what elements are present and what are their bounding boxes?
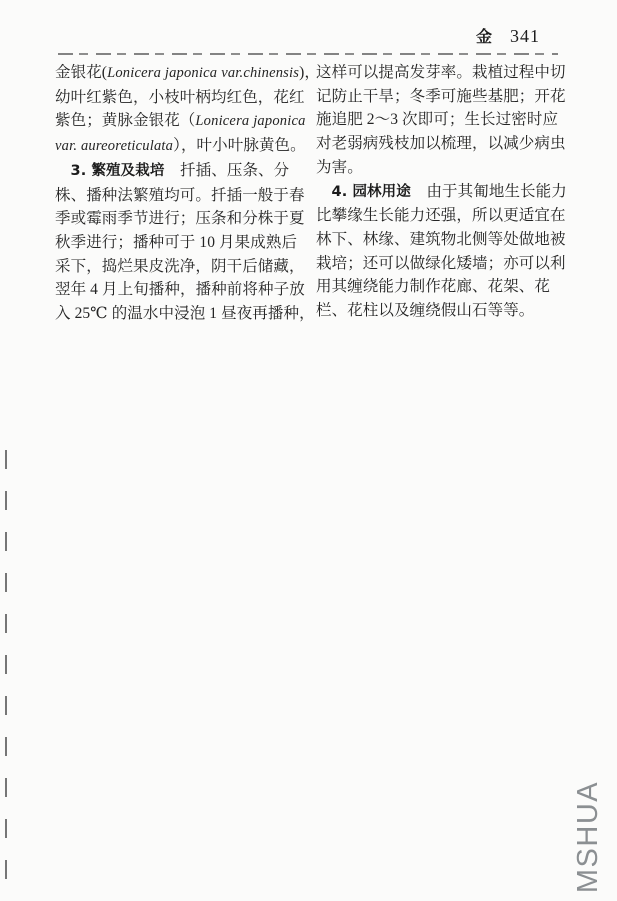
body-text: ），叶小叶脉黄色。 xyxy=(173,137,306,155)
body-text: 这样可以提高发芽率。栽植过程中切 xyxy=(316,64,566,81)
header-dashed-rule xyxy=(58,53,558,55)
latin-name-text: var. aureoreticulata xyxy=(55,138,174,155)
body-text: 施追肥 2～3 次即可；生长过密时应 xyxy=(316,111,559,129)
text-line xyxy=(55,255,308,279)
body-text: 秋季进行；播种可于 10 月果成熟后 xyxy=(55,233,298,251)
latin-name-text: Lonicera japonica xyxy=(195,113,306,130)
text-line xyxy=(316,180,569,205)
text-line xyxy=(55,302,315,326)
heading-text: 3. 繁殖及栽培 xyxy=(70,162,165,179)
text-line xyxy=(316,275,569,299)
text-line xyxy=(55,109,308,134)
text-line xyxy=(55,86,308,110)
body-text: 用其缠绕能力制作花廊、花架、花 xyxy=(316,278,551,296)
text-line xyxy=(55,134,308,159)
text-line xyxy=(55,231,308,255)
right-column xyxy=(316,61,569,326)
body-text: 对老弱病残枝加以梳理，以减少病虫 xyxy=(316,135,566,153)
text-line xyxy=(55,159,308,184)
page-header xyxy=(58,24,558,47)
latin-name-text: Lonicera japonica xyxy=(107,65,218,81)
body-text: 栏、花柱以及缠绕假山石等等。 xyxy=(316,302,535,320)
text-line xyxy=(55,278,308,302)
body-text: 入 25℃ 的温水中浸泡 1 昼夜再播种， xyxy=(55,305,315,323)
left-margin-dashed-rule xyxy=(5,450,7,901)
latin-name-text: var.chinensis xyxy=(221,65,300,81)
text-columns xyxy=(55,61,569,326)
body-text: 由于其匍地生长能力 xyxy=(410,182,567,200)
text-line xyxy=(316,228,569,252)
page-number: 341 xyxy=(510,26,540,46)
watermark-text: MSHUA xyxy=(572,780,604,894)
body-text: 比攀缘生长能力还强，所以更适宜在 xyxy=(316,207,566,225)
text-line xyxy=(316,156,569,180)
body-text: 幼叶红紫色，小枝叶柄均红色，花红 xyxy=(55,88,305,106)
body-text: 林下、林缘、建筑物北侧等处做地被 xyxy=(316,230,566,248)
body-text: 季或霉雨季节进行；压条和分株于夏 xyxy=(55,210,305,228)
header-section-character: 金 xyxy=(475,27,492,46)
body-text: 记防止干旱；冬季可施些基肥；开花 xyxy=(316,87,566,105)
text-line xyxy=(316,252,569,276)
text-line xyxy=(55,61,320,86)
body-text: 扦插、压条、分 xyxy=(164,161,290,179)
text-line xyxy=(316,204,569,228)
left-column xyxy=(55,61,320,326)
body-text: )， xyxy=(299,64,320,81)
body-text: 紫色；黄脉金银花（ xyxy=(55,112,196,130)
text-line xyxy=(316,85,569,109)
text-line xyxy=(316,132,569,156)
body-text: 采下，捣烂果皮洗净，阴干后储藏， xyxy=(55,257,305,275)
body-text: 金银花( xyxy=(55,64,108,81)
heading-text: 4. 园林用途 xyxy=(331,183,411,200)
text-line xyxy=(55,184,308,208)
text-line xyxy=(316,299,569,323)
body-text: 为害。 xyxy=(316,158,363,176)
body-text: 翌年 4 月上旬播种，播种前将种子放 xyxy=(55,281,305,299)
body-text: 株、播种法繁殖均可。扦插一般于春 xyxy=(55,186,305,204)
text-line xyxy=(55,207,308,231)
body-text: 栽培；还可以做绿化矮墙；亦可以利 xyxy=(316,254,566,272)
text-line xyxy=(316,61,569,85)
text-line xyxy=(316,108,569,132)
